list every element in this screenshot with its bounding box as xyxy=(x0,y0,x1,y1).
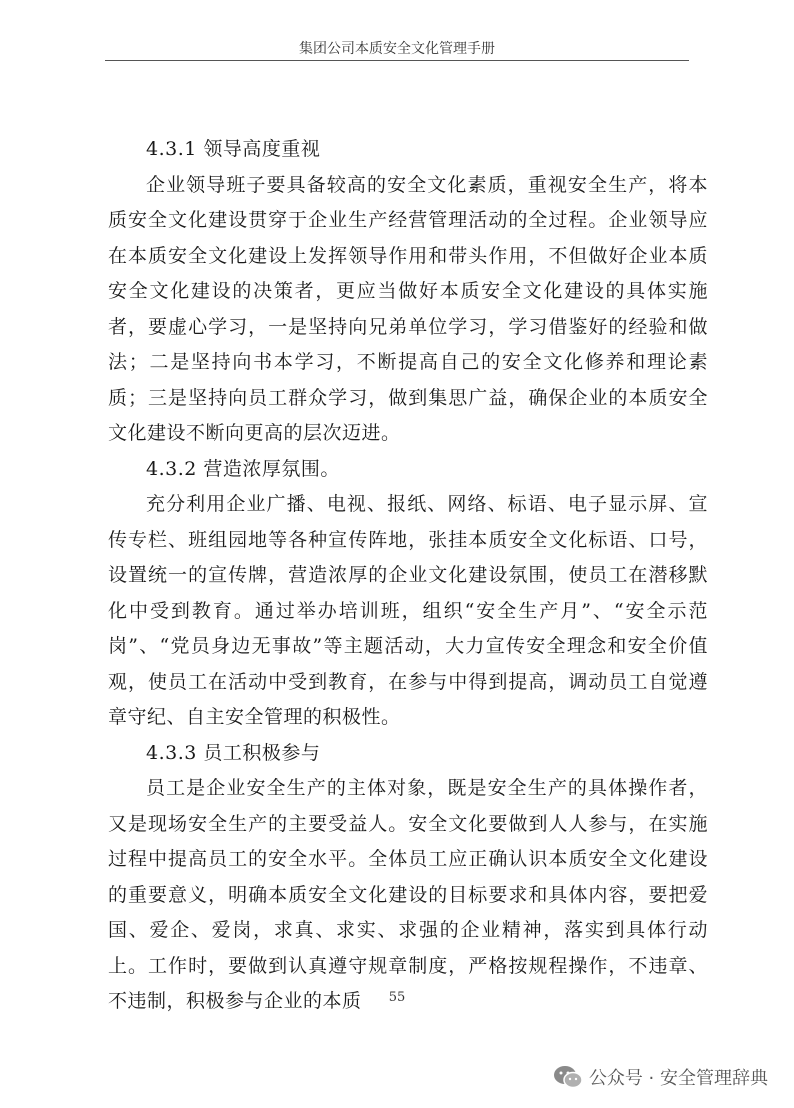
document-title: 集团公司本质安全文化管理手册 xyxy=(299,41,495,57)
page-header xyxy=(105,38,689,61)
section-4-3-2 xyxy=(108,452,708,736)
section-4-3-3 xyxy=(108,736,708,1020)
section-paragraph: 充分利用企业广播、电视、报纸、网络、标语、电子显示屏、宣传专栏、班组园地等各种宣传阵地，张挂本质安全文化标语、口号，设置统一的宣传牌，营造浓厚的企业文化建设氛围，使员工在潜移默化中受到教育。通过举办培训班，组织“安全生产月”、“安全示范岗”、“党员身边无事故”等主题活动，大力宣传安全理念和安全价值观，使员工在活动中受到教育，在参与中得到提高，调动员工自觉遵章守纪、自主安全管理的积极性。 xyxy=(108,493,708,728)
section-paragraph: 企业领导班子要具备较高的安全文化素质，重视安全生产，将本质安全文化建设贯穿于企业生产经营管理活动的全过程。企业领导应在本质安全文化建设上发挥领导作用和带头作用，不但做好企业本质安全文化建设的决策者，更应当做好本质安全文化建设的具体实施者，要虚心学习，一是坚持向兄弟单位学习，学习借鉴好的经验和做法；二是坚持向书本学习，不断提高自己的安全文化修养和理论素质；三是坚持向员工群众学习，做到集思广益，确保企业的本质安全文化建设不断向更高的层次迈进。 xyxy=(108,173,708,444)
section-paragraph: 员工是企业安全生产的主体对象，既是安全生产的具体操作者，又是现场安全生产的主要受益人。安全文化要做到人人参与，在实施过程中提高员工的安全水平。全体员工应正确认识本质安全文化建设的重要意义，明确本质安全文化建设的目标要求和具体内容，要把爱国、爱企、爱岗，求真、求实、求强的企业精神，落实到具体行动上。工作时，要做到认真遵守规章制度，严格按规程操作，不违章、不违制，积极参与企业的本质 xyxy=(108,777,708,1012)
watermark xyxy=(553,1062,768,1092)
page-body xyxy=(108,132,708,1020)
section-heading: 4.3.1 领导高度重视 xyxy=(146,138,321,160)
page-number: 55 xyxy=(388,990,406,1005)
wechat-official-account-icon xyxy=(553,1064,583,1090)
section-4-3-1 xyxy=(108,132,708,452)
section-heading: 4.3.3 员工积极参与 xyxy=(146,741,321,764)
watermark-text: 公众号 · 安全管理辞典 xyxy=(588,1068,768,1089)
section-heading: 4.3.2 营造浓厚氛围。 xyxy=(146,457,340,480)
